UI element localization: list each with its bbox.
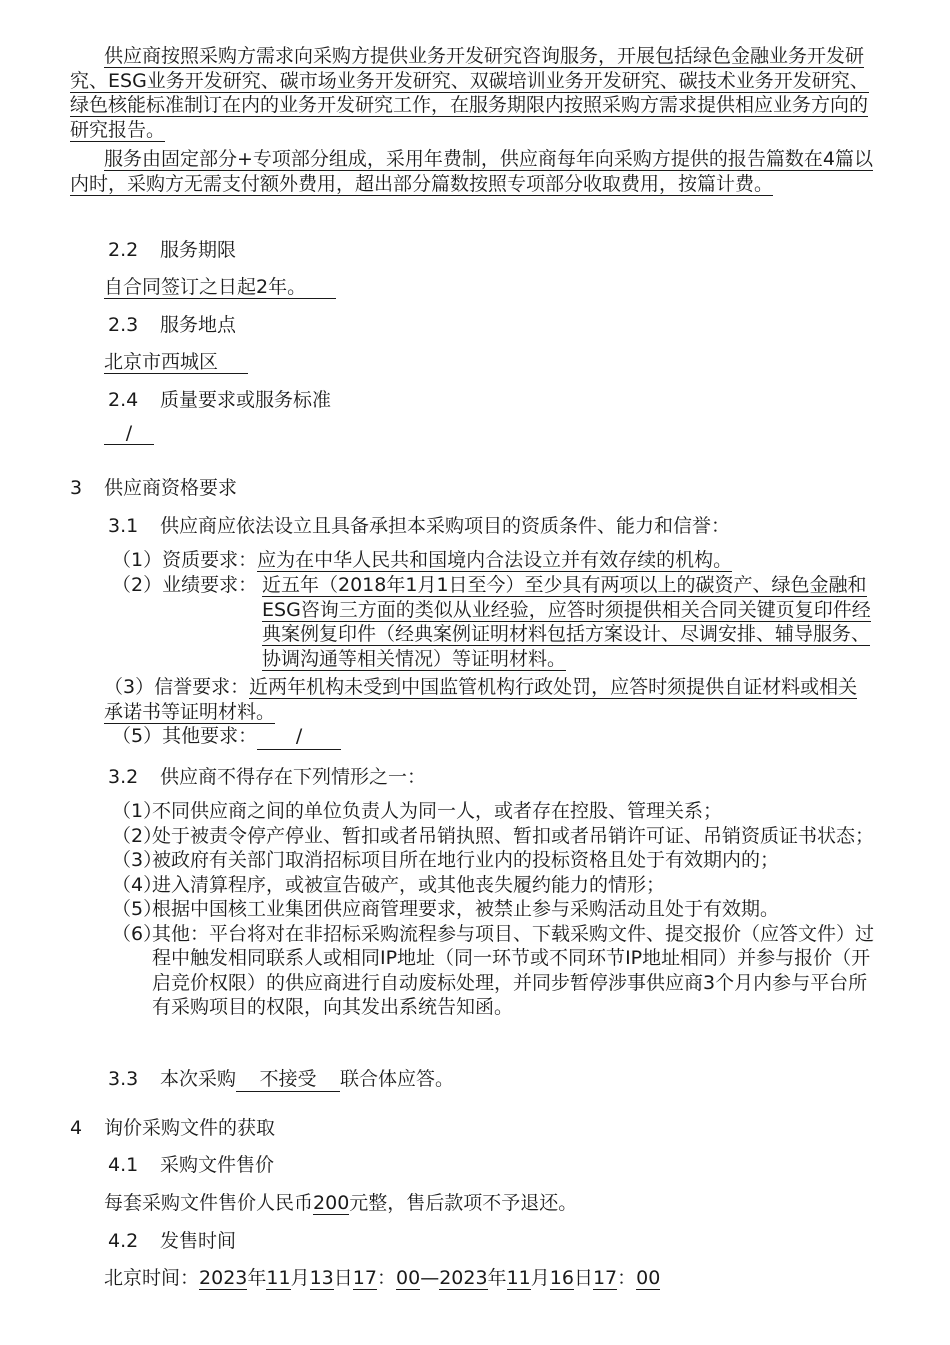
- intro-paragraph-1: 供应商按照采购方需求向采购方提供业务开发研究咨询服务，开展包括绿色金融业务开发研究、ESG业务开发研究、碳市场业务开发研究、双碳培训业务开发研究、碳技术业务开发研究、绿色核能标准制订在内的业务开发研究工作，在服务期限内按照采购方需求提供相应业务方向的研究报告。: [70, 45, 869, 141]
- qualification-item: （5）其他要求： /: [112, 724, 872, 750]
- sale-time-line: 北京时间：2023年11月13日17：00—2023年11月16日17：00: [104, 1267, 661, 1289]
- service-period-value: 自合同签订之日起2年。: [104, 272, 336, 299]
- qualification-item: （1）资质要求：应为在中华人民共和国境内合法设立并有效存续的机构。: [112, 549, 733, 571]
- section-3-3-heading: 3.3 本次采购 不接受 联合体应答。: [108, 1064, 454, 1092]
- quality-standard-value: /: [104, 422, 154, 445]
- list-item: （1） 不同供应商之间的单位负责人为同一人，或者存在控股、管理关系；: [112, 800, 723, 822]
- service-location-value: 北京市西城区: [104, 347, 248, 374]
- section-3-2-heading: 3.2 供应商不得存在下列情形之一：: [108, 766, 427, 788]
- list-item: （6） 其他：平台将对在非招标采购流程参与项目、下载采购文件、提交报价（应答文件）过程中触发相同联系人或相同IP地址（同一环节或不同环节IP地址相同）并参与报价（开启竞价权限）的供应商进行自动废标处理，并同步暂停涉事供应商3个月内参与平台所有采购项目的权限，向其发出系统告知函。: [112, 922, 875, 1018]
- section-4-1-heading: 4.1 采购文件售价: [108, 1154, 275, 1176]
- section-2-4-heading: 2.4 质量要求或服务标准: [108, 389, 332, 411]
- section-3-heading: 3 供应商资格要求: [70, 477, 238, 499]
- intro-paragraph-2: 服务由固定部分+专项部分组成，采用年费制，供应商每年向采购方提供的报告篇数在4篇以内时，采购方无需支付额外费用，超出部分篇数按照专项部分收取费用，按篇计费。: [70, 148, 874, 195]
- list-item: （5） 根据中国核工业集团供应商管理要求，被禁止参与采购活动且处于有效期。: [112, 898, 780, 920]
- list-item: （4） 进入清算程序，或被宣告破产，或其他丧失履约能力的情形；: [112, 873, 666, 896]
- section-2-2-heading: 2.2 服务期限: [108, 239, 237, 261]
- exclusion-list: [112, 799, 874, 1020]
- list-item: （3） 被政府有关部门取消招标项目所在地行业内的投标资格且处于有效期内的；: [112, 849, 780, 871]
- section-4-heading: 4 询价采购文件的获取: [70, 1117, 276, 1139]
- list-item: （2） 处于被责令停产停业、暂扣或者吊销执照、暂扣或者吊销许可证、吊销资质证书状态；: [112, 824, 875, 847]
- document-price-line: 每套采购文件售价人民币200元整，售后款项不予退还。: [104, 1192, 578, 1214]
- document-page: 供应商按照采购方需求向采购方提供业务开发研究咨询服务，开展包括绿色金融业务开发研究、ESG业务开发研究、碳市场业务开发研究、双碳培训业务开发研究、碳技术业务开发研究、绿色核能标准制订在内的业务开发研究工作，在服务期限内按照采购方需求提供相应业务方向的研究报告。 服务由固定部分+专项部分组成，采用年费制，供应商每年向采购方提供的报告篇数在4篇以内时，采购方无需支付额外费用，超出部分篇数按照专项部分收取费用，按篇计费。 2.2 服务期限 自合同签订之日起2年。 2.3 服务地点 北京市西城区 2.4 质量要求或服务标准 / 3 供应商资格要求 3.1 供应商应依法设立且具备承担本采购项目的资质条件、能力和信誉： （1）资质要求：应为在中华人民共和国境内合法设立并有效存续的机构。 （2）业绩要求： 近五年（2018年1月1日至今）至少具有两项以上的碳资产、绿色金融和ESG咨询三方面的类似从业经验，应答时须提供相关合同关键页复印件经典案例复印件（经典案例证明材料包括方案设计、尽调安排、辅导服务、协调沟通等相关情况）等证明材料。 （3）信誉要求：近两年机构未受到中国监管机构行政处罚，应答时须提供自证材料或相关承诺书等证明材料。 （5）其他要求： / 3.2 供应商不得存在下列情形之一： （1） 不同供应商之间的单位负责人为同一人，或者存在控股、管理关系； （2） 处于被责令停产停业、暂扣或者吊销执照、暂扣或者吊销许可证、吊销资质证书状态； （3） 被政府有关部门取消招标项目所在地行业内的投标资格且处于有效期内的； （4） 进入清算程序，或被宣告破产，或其他丧失履约能力的情形； （5） 根据中国核工业集团供应商管理要求，被禁止参与采购活动且处于有效期。 （6） 其他：平台将对在非招标采购流程参与项目、下载采购文件、提交报价（应答文件）过程中触发相同联系人或相同IP地址（同一环节或不同环节IP地址相同）并参与报价（开启竞价权限）的供应商进行自动废标处理，并同步暂停涉事供应商3个月内参与平台所有采购项目的权限，向其发出系统告知函。 3.3 本次采购 不接受 联合体应答。 4 询价采购文件的获取 4.1 采购文件售价 每套采购文件售价人民币200元整，售后款项不予退还。 4.2 发售时间 北京时间：2023年11月13日17：00—2023年11月16日17：00: [0, 0, 950, 1345]
- qualification-item: （3）信誉要求：近两年机构未受到中国监管机构行政处罚，应答时须提供自证材料或相关承诺书等证明材料。: [104, 676, 858, 723]
- section-2-3-heading: 2.3 服务地点: [108, 314, 237, 336]
- section-4-2-heading: 4.2 发售时间: [108, 1230, 237, 1252]
- section-3-1-heading: 3.1 供应商应依法设立且具备承担本采购项目的资质条件、能力和信誉：: [108, 515, 731, 537]
